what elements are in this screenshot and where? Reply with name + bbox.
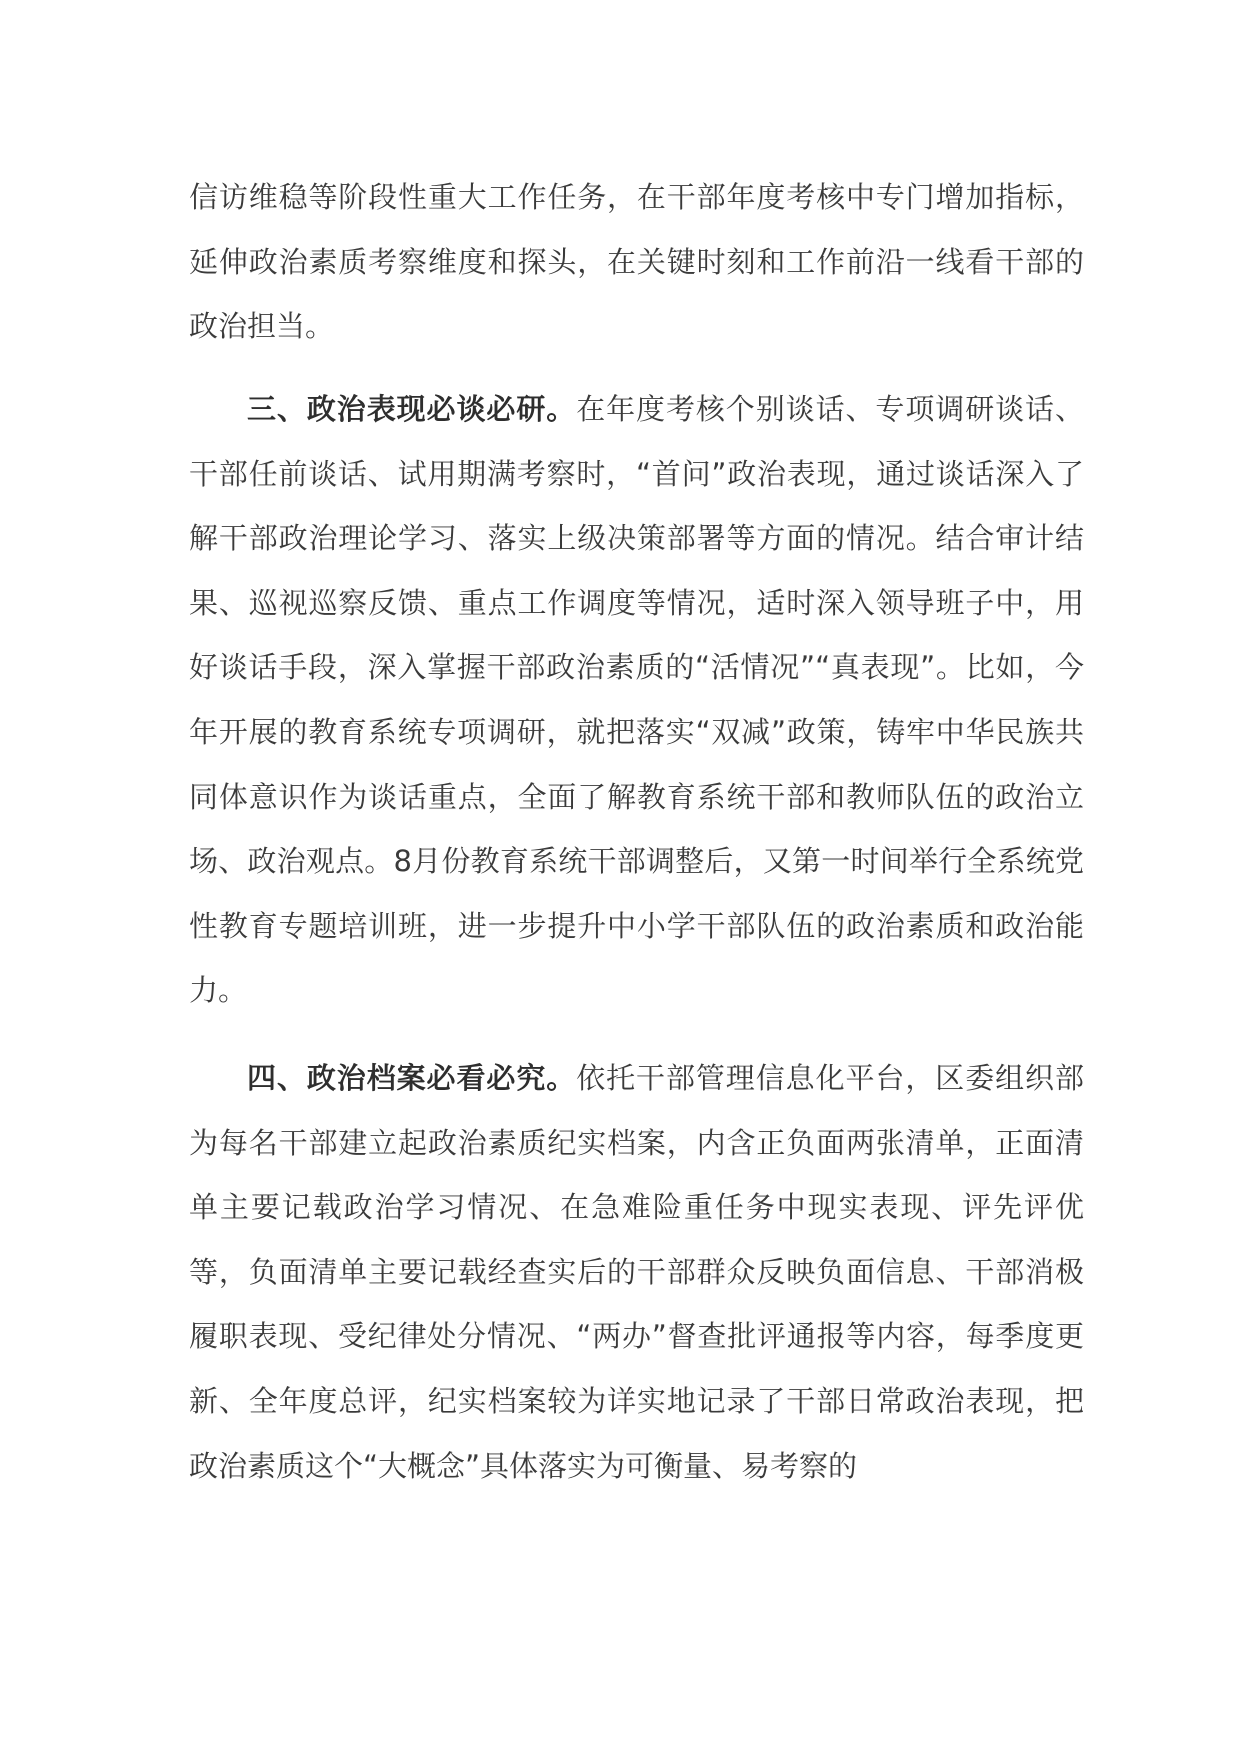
paragraph-continued	[189, 165, 1084, 359]
section-body-three: 在年度考核个别谈话、专项调研谈话、干部任前谈话、试用期满考察时，“首问”政治表现，通过谈话深入了解干部政治理论学习、落实上级决策部署等方面的情况。结合审计结果、巡视巡察反馈、重点工作调度等情况，适时深入领导班子中，用好谈话手段，深入掌握干部政治素质的“活情况”“真表现”。比如，今年开展的教育系统专项调研，就把落实“双减”政策，铸牢中华民族共同体意识作为谈话重点，全面了解教育系统干部和教师队伍的政治立场、政治观点。8月份教育系统干部调整后，又第一时间举行全系统党性教育专题培训班，进一步提升中小学干部队伍的政治素质和政治能力。	[189, 392, 1084, 1008]
paragraph-political-archive	[189, 1046, 1084, 1498]
section-heading-four: 四、政治档案必看必究。	[247, 1061, 577, 1095]
paragraph-continued-text: 信访维稳等阶段性重大工作任务，在干部年度考核中专门增加指标，延伸政治素质考察维度和探头，在关键时刻和工作前沿一线看干部的政治担当。	[189, 180, 1084, 344]
section-body-four: 依托干部管理信息化平台，区委组织部为每名干部建立起政治素质纪实档案，内含正负面两张清单，正面清单主要记载政治学习情况、在急难险重任务中现实表现、评先评优等，负面清单主要记载经查实后的干部群众反映负面信息、干部消极履职表现、受纪律处分情况、“两办”督查批评通报等内容，每季度更新、全年度总评，纪实档案较为详实地记录了干部日常政治表现，把政治素质这个“大概念”具体落实为可衡量、易考察的	[189, 1061, 1084, 1483]
paragraph-political-performance-text	[189, 377, 1084, 1023]
section-heading-three: 三、政治表现必谈必研。	[247, 392, 577, 426]
paragraph-political-archive-text	[189, 1046, 1084, 1498]
paragraph-political-performance	[189, 377, 1084, 1023]
